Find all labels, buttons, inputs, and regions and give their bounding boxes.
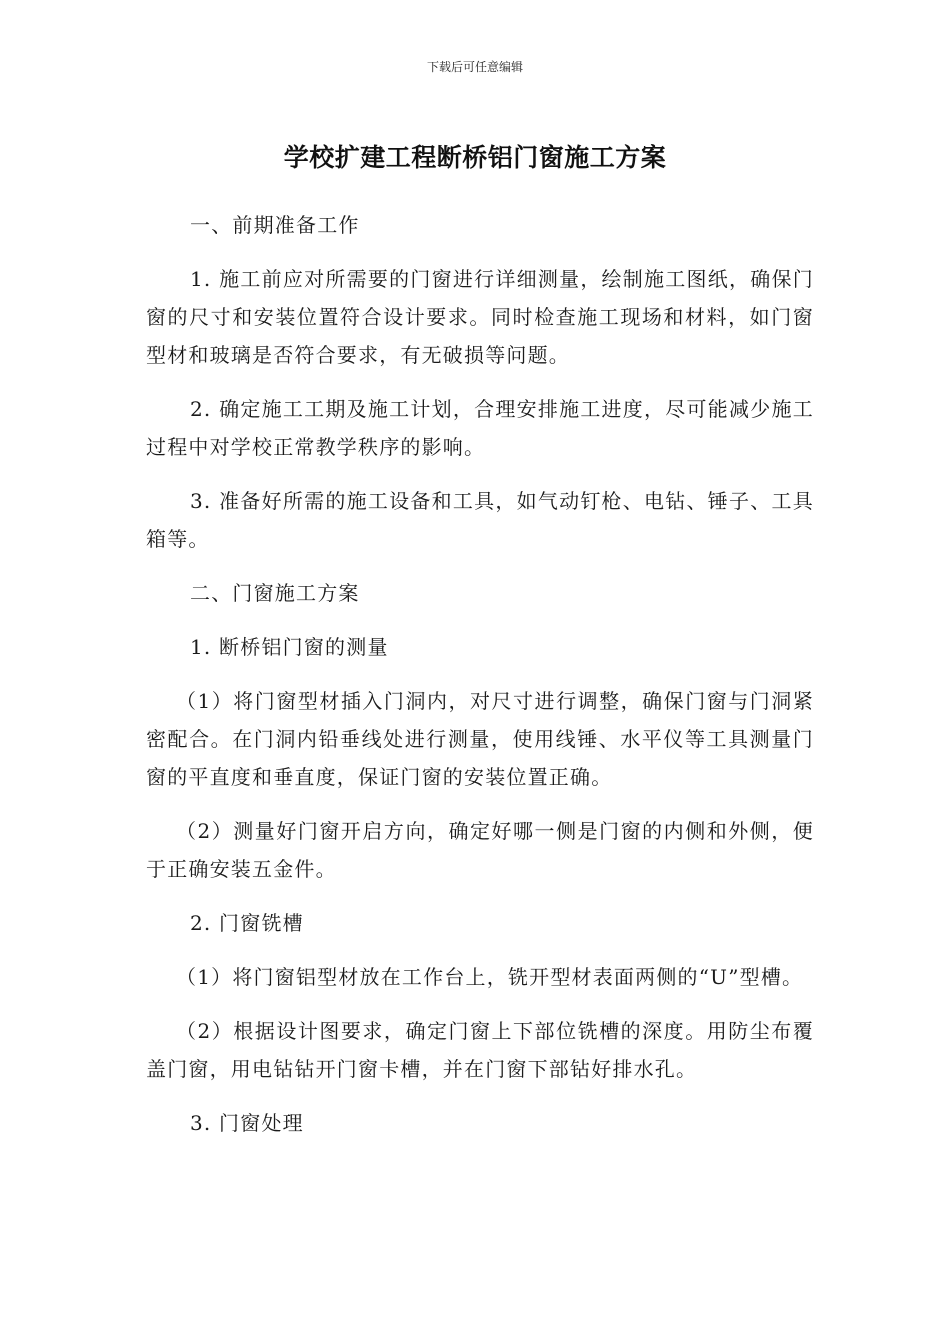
subheading-milling: 2. 门窗铣槽 (190, 911, 304, 935)
paragraph-prep-3: 3. 准备好所需的施工设备和工具，如气动钉枪、电钻、锤子、工具箱等。 (146, 489, 814, 551)
paragraph-milling-1: （1）将门窗铝型材放在工作台上，铣开型材表面两侧的“U”型槽。 (176, 965, 804, 989)
document-body (146, 206, 814, 1158)
paragraph-prep-2: 2. 确定施工工期及施工计划，合理安排施工进度，尽可能减少施工过程中对学校正常教学秩序的影响。 (146, 397, 814, 459)
paragraph-measurement-2: （2）测量好门窗开启方向，确定好哪一侧是门窗的内侧和外侧，便于正确安装五金件。 (146, 819, 814, 881)
header-note: 下载后可任意编辑 (426, 60, 523, 74)
section-heading-construction: 二、门窗施工方案 (190, 581, 360, 605)
paragraph-measurement-1: （1）将门窗型材插入门洞内，对尺寸进行调整，确保门窗与门洞紧密配合。在门洞内铅垂线处进行测量，使用线锤、水平仪等工具测量门窗的平直度和垂直度，保证门窗的安装位置正确。 (146, 689, 814, 789)
subheading-treatment: 3. 门窗处理 (190, 1111, 304, 1135)
paragraph-milling-2: （2）根据设计图要求，确定门窗上下部位铣槽的深度。用防尘布覆盖门窗，用电钻钻开门窗卡槽，并在门窗下部钻好排水孔。 (146, 1019, 814, 1081)
subheading-measurement: 1. 断桥铝门窗的测量 (190, 635, 389, 659)
section-heading-preparation: 一、前期准备工作 (190, 213, 360, 237)
document-title: 学校扩建工程断桥铝门窗施工方案 (283, 143, 667, 172)
paragraph-prep-1: 1. 施工前应对所需要的门窗进行详细测量，绘制施工图纸，确保门窗的尺寸和安装位置符合设计要求。同时检查施工现场和材料，如门窗型材和玻璃是否符合要求，有无破损等问题。 (146, 267, 814, 367)
